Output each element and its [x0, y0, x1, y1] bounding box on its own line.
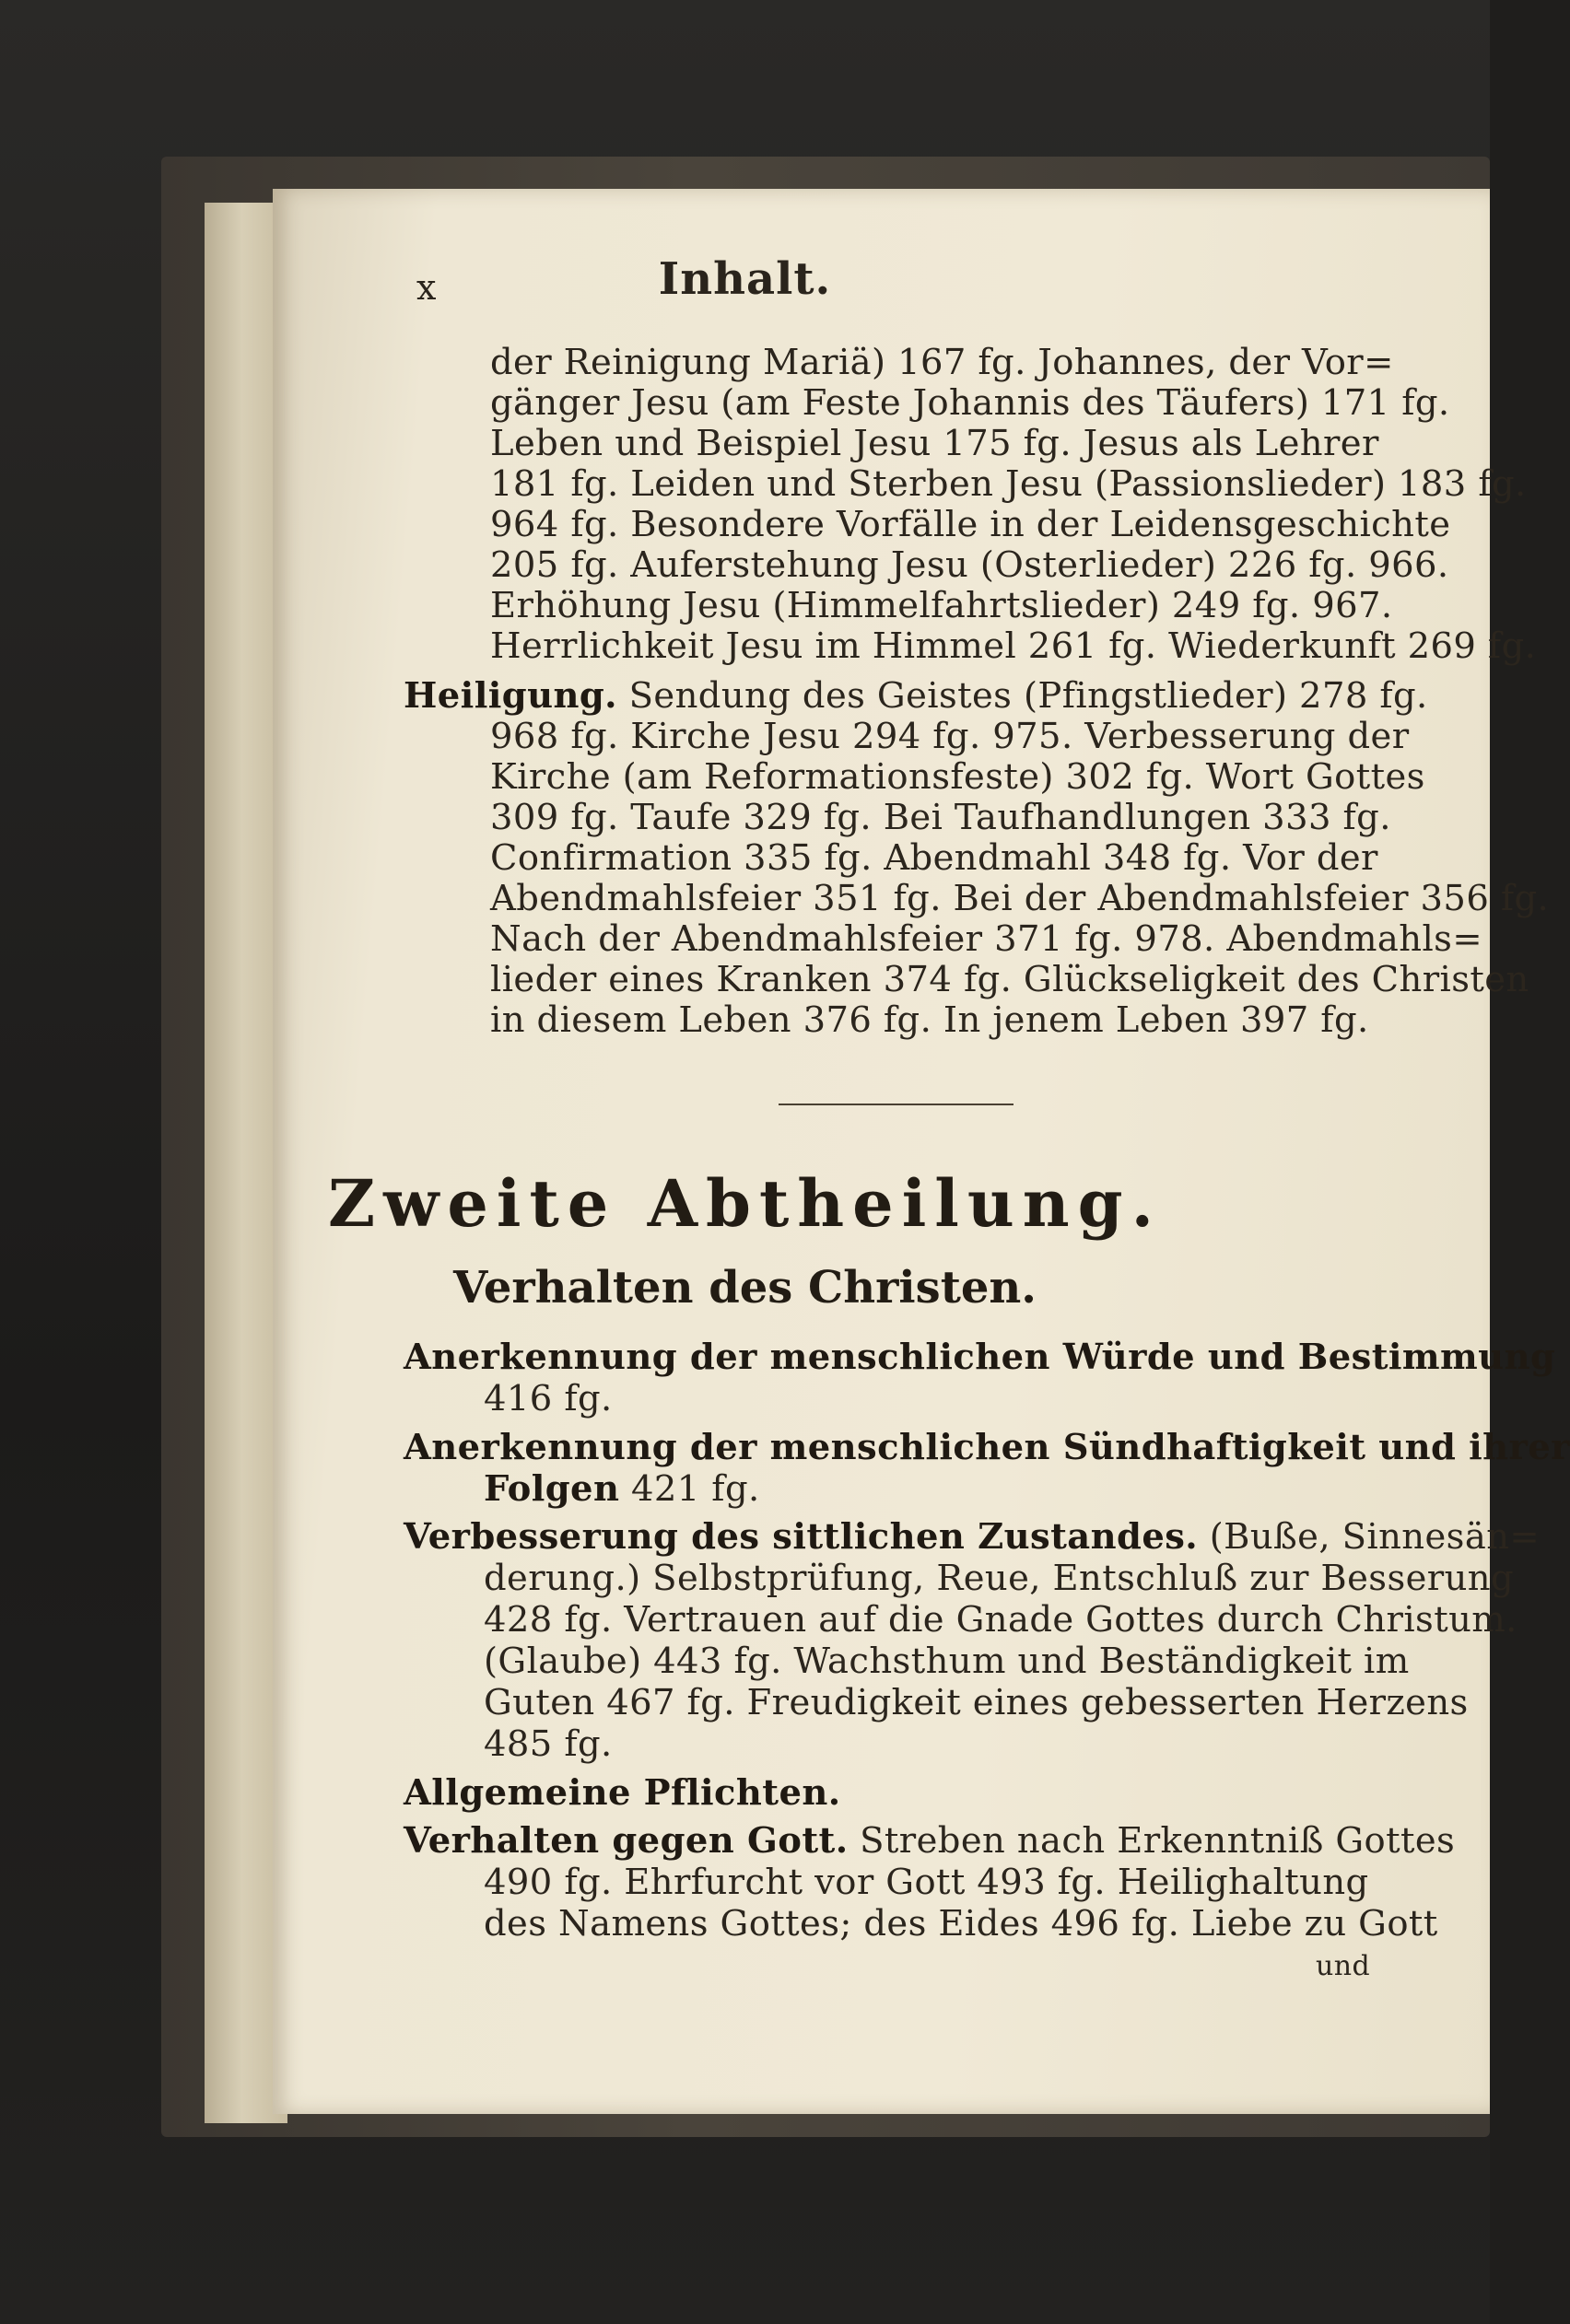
text-line: 416 fg. [484, 1378, 613, 1419]
entry-continuation [484, 1468, 760, 1510]
text-line: (Glaube) 443 fg. Wachsthum und Beständigkeit im [484, 1641, 1410, 1682]
section-title: Zweite Abtheilung. [327, 1165, 1163, 1242]
text-line: lieder eines Kranken 374 fg. Glückseligkeit des Christen [490, 959, 1529, 1000]
text-line: 181 fg. Leiden und Sterben Jesu (Passionslieder) 183 fg. [490, 463, 1527, 505]
text-line: Guten 467 fg. Freudigkeit eines gebesserten Herzens [484, 1682, 1469, 1723]
text-line: 968 fg. Kirche Jesu 294 fg. 975. Verbesserung der [490, 716, 1410, 757]
entry-head: Verhalten gegen Gott. [404, 1820, 849, 1862]
subsection-title: Verhalten des Christen. [452, 1262, 1037, 1314]
text-line: Herrlichkeit Jesu im Himmel 261 fg. Wiederkunft 269 fg. [490, 625, 1537, 667]
text-line: Leben und Beispiel Jesu 175 fg. Jesus als Lehrer [490, 423, 1379, 464]
entry-heiligung [404, 675, 1428, 717]
text-line: 490 fg. Ehrfurcht vor Gott 493 fg. Heilighaltung [484, 1862, 1369, 1903]
text-line: Confirmation 335 fg. Abendmahl 348 fg. Vor der [490, 837, 1378, 879]
entry-head: Verbesserung des sittlichen Zustandes. [404, 1516, 1199, 1558]
entry-head: Folgen [484, 1468, 620, 1510]
catchword: und [1316, 1950, 1371, 1982]
text-line: Kirche (am Reformationsfeste) 302 fg. Wort Gottes [490, 756, 1425, 798]
entry-head: Heiligung. [404, 675, 617, 717]
page-number: x [416, 267, 437, 308]
text-line: 428 fg. Vertrauen auf die Gnade Gottes durch Christum. [484, 1599, 1517, 1641]
text-line: in diesem Leben 376 fg. In jenem Leben 397 fg. [490, 999, 1369, 1041]
entry-text: 421 fg. [619, 1468, 760, 1510]
entry-text: Sendung des Geistes (Pfingstlieder) 278 fg. [616, 675, 1428, 717]
entry-head: Anerkennung der menschlichen Sündhaftigkeit und ihrer [404, 1427, 1570, 1468]
text-line: der Reinigung Mariä) 167 fg. Johannes, der Vor= [490, 342, 1394, 383]
text-line: des Namens Gottes; des Eides 496 fg. Liebe zu Gott [484, 1903, 1438, 1944]
entry-verhalten-gott [404, 1820, 1456, 1862]
text-line: Abendmahlsfeier 351 fg. Bei der Abendmahlsfeier 356 fg. [490, 878, 1550, 919]
text-line: 205 fg. Auferstehung Jesu (Osterlieder) 226 fg. 966. [490, 544, 1449, 586]
text-line: 309 fg. Taufe 329 fg. Bei Taufhandlungen 333 fg. [490, 797, 1391, 838]
text-line: 964 fg. Besondere Vorfälle in der Leidensgeschichte [490, 504, 1451, 545]
entry-head: Allgemeine Pflichten. [404, 1772, 841, 1814]
divider-rule [779, 1104, 1013, 1105]
running-title: Inhalt. [658, 253, 832, 305]
entry-head: Anerkennung der menschlichen Würde und Bestimmung [404, 1337, 1556, 1378]
text-line: 485 fg. [484, 1723, 613, 1765]
text-line: Nach der Abendmahlsfeier 371 fg. 978. Abendmahls= [490, 918, 1482, 960]
text-line: gänger Jesu (am Feste Johannis des Täufers) 171 fg. [490, 382, 1450, 424]
text-line: Erhöhung Jesu (Himmelfahrtslieder) 249 fg. 967. [490, 585, 1393, 626]
entry-verbesserung [404, 1516, 1541, 1558]
entry-text: (Buße, Sinnesän= [1198, 1516, 1541, 1558]
entry-text: Streben nach Erkenntniß Gottes [848, 1820, 1456, 1862]
text-line: derung.) Selbstprüfung, Reue, Entschluß zur Besserung [484, 1558, 1515, 1599]
